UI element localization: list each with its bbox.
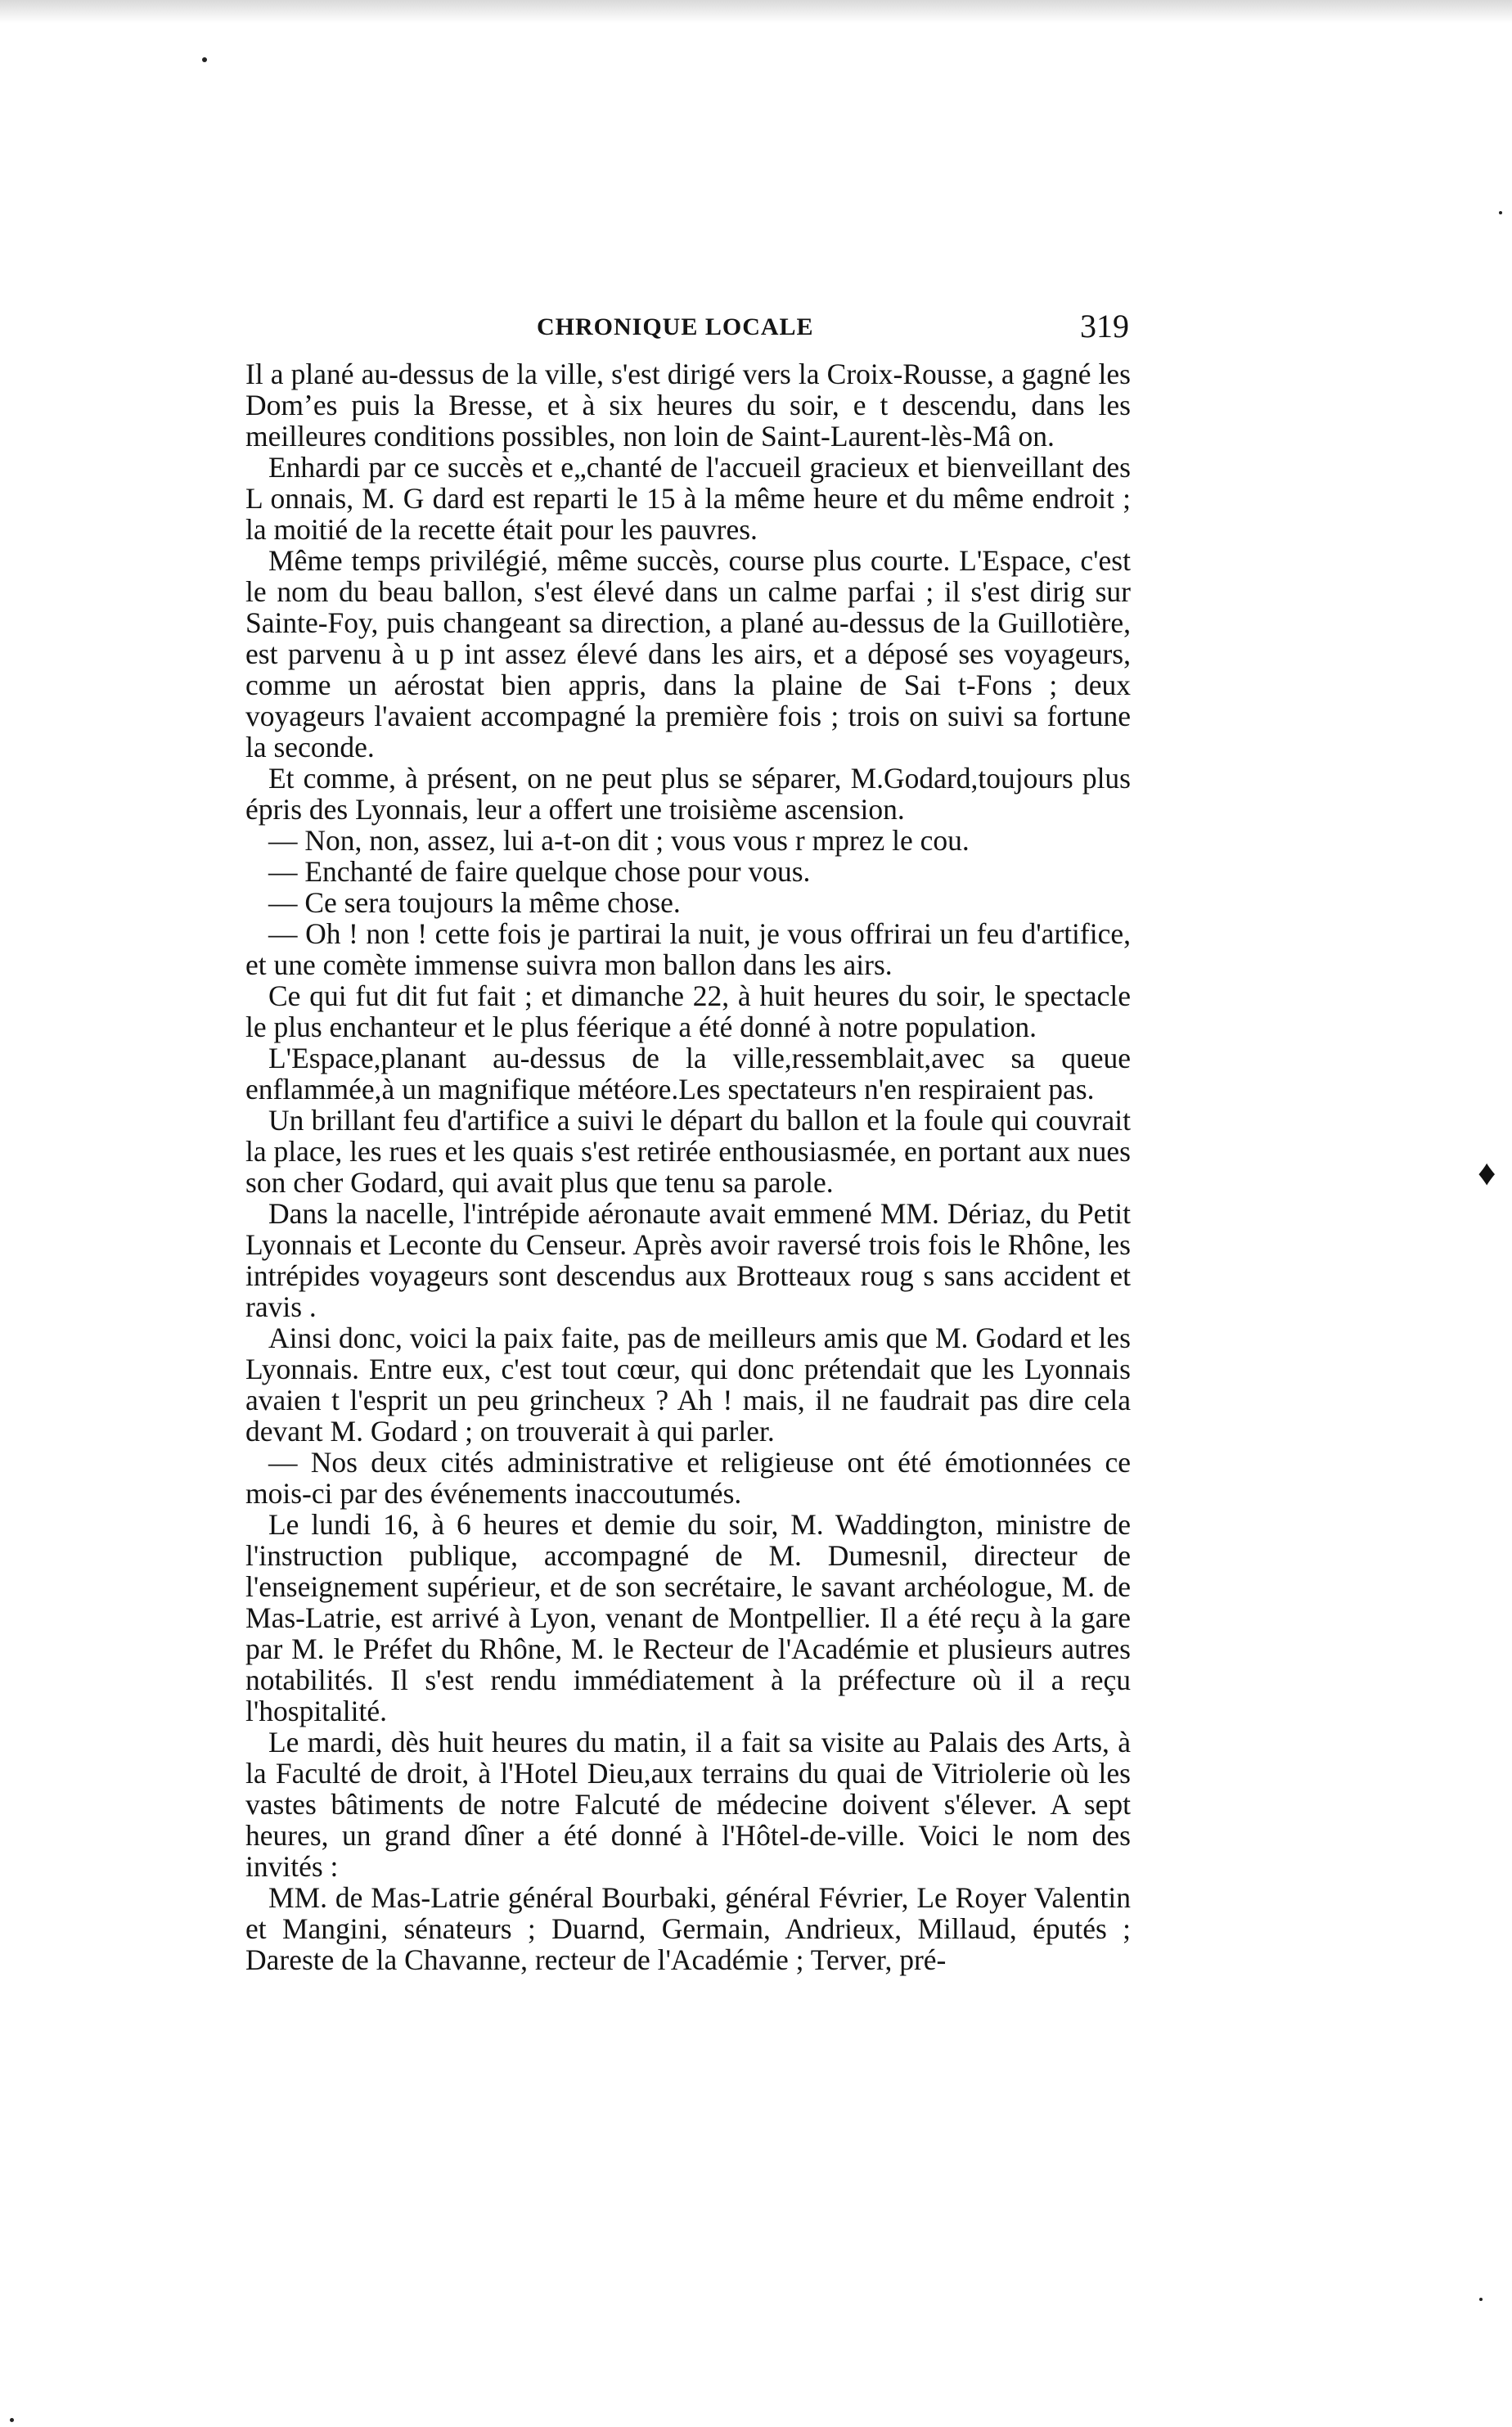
article-body [245,358,1131,1975]
paragraph: Ce qui fut dit fut fait ; et dimanche 22, à huit heures du soir, le spectacle le plus enchanteur et le plus féerique a été donné à notre population. [245,979,1131,1043]
dialogue-line: — Enchanté de faire quelque chose pour vous. [268,855,811,888]
dialogue-line: — Ce sera toujours la même chose. [268,886,681,919]
paragraph: — Nos deux cités administrative et religieuse ont été émotionnées ce mois-ci par des événements inaccoutumés. [245,1446,1131,1510]
paragraph: L'Espace,planant au-dessus de la ville,ressemblait,avec sa queue enflammée,à un magnifique météore.Les spectateurs n'en respiraient pas. [245,1042,1131,1105]
paragraph: Un brillant feu d'artifice a suivi le départ du ballon et la foule qui couvrait la place, les rues et les quais s'est retirée enthousiasmée, en portant aux nues son cher Godard, qui avait plus que tenu sa parole. [245,1104,1131,1199]
paragraph: Et comme, à présent, on ne peut plus se séparer, M.Godard,toujours plus épris des Lyonnais, leur a offert une troisième ascension. [245,762,1131,826]
ink-speck [10,2418,14,2422]
paragraph: Même temps privilégié, même succès, course plus courte. L'Espace, c'est le nom du beau ballon, s'est élevé dans un calme parfai ; il s'est dirig sur Sainte-Foy, puis changeant sa direction, a plané au-dessus de la Guillotière, est parvenu à u p int assez élevé dans les airs, et a déposé ses voyageurs, comme un aérostat bien appris, dans la plaine de Sai t-Fons ; deux voyageurs l'avaient accompagné la première fois ; trois on suivi sa fortune la seconde. [245,544,1131,763]
ink-speck [1499,211,1502,214]
dialogue-line: — Oh ! non ! cette fois je partirai la nuit, je vous offrirai un feu d'artifice, et une comète immense suivra mon ballon dans les airs. [245,917,1131,981]
ink-speck [1479,2298,1483,2301]
chapter-title: CHRONIQUE LOCALE [537,313,814,340]
paragraph: Dans la nacelle, l'intrépide aéronaute avait emmené MM. Dériaz, du Petit Lyonnais et Leconte du Censeur. Après avoir raversé trois fois le Rhône, les intrépides voyageurs sont descendus aux Brotteaux roug s sans accident et ravis . [245,1197,1131,1323]
dialogue-line: — Non, non, assez, lui a-t-on dit ; vous vous r mprez le cou. [268,824,970,857]
paragraph: MM. de Mas-Latrie général Bourbaki, général Février, Le Royer Valentin et Mangini, sénateurs ; Duarnd, Germain, Andrieux, Millaud, éputés ; Dareste de la Chavanne, recteur de l'Académie ; Terver, pré- [245,1881,1131,1976]
running-head [245,307,1129,348]
paragraph: Le mardi, dès huit heures du matin, il a fait sa visite au Palais des Arts, à la Faculté de droit, à l'Hotel Dieu,aux terrains du quai de Vitriolerie où les vastes bâtiments de notre Falcuté de médecine doivent s'élever. A sept heures, un grand dîner a été donné à l'Hôtel-de-ville. Voici le nom des invités : [245,1726,1131,1883]
ink-speck [202,57,207,62]
margin-ink-mark: ♦ [1478,1153,1496,1193]
paragraph: Il a plané au-dessus de la ville, s'est dirigé vers la Croix-Rousse, a gagné les Domʼes puis la Bresse, et à six heures du soir, e t descendu, dans les meilleures conditions possibles, non loin de Saint-Laurent-lès-Mâ on. [245,358,1131,453]
paragraph: Ainsi donc, voici la paix faite, pas de meilleurs amis que M. Godard et les Lyonnais. Entre eux, c'est tout cœur, qui donc prétendait que les Lyonnais avaien t l'esprit un peu grincheux ? Ah ! mais, il ne faudrait pas dire cela devant M. Godard ; on trouverait à qui parler. [245,1322,1131,1448]
paragraph: Le lundi 16, à 6 heures et demie du soir, M. Waddington, ministre de l'instruction publique, accompagné de M. Dumesnil, directeur de l'enseignement supérieur, et de son secrétaire, le savant archéologue, M. de Mas-Latrie, est arrivé à Lyon, venant de Montpellier. Il a été reçu à la gare par M. le Préfet du Rhône, M. le Recteur de l'Académie et plusieurs autres notabilités. Il s'est rendu immédiatement à la préfecture où il a reçu l'hospitalité. [245,1508,1131,1727]
scan-edge-shadow [0,0,1512,23]
page-number: 319 [1080,308,1129,344]
paragraph: Enhardi par ce succès et e„chanté de l'accueil gracieux et bienveillant des L onnais, M. G dard est reparti le 15 à la même heure et du même endroit ; la moitié de la recette était pour les pauvres. [245,451,1131,546]
